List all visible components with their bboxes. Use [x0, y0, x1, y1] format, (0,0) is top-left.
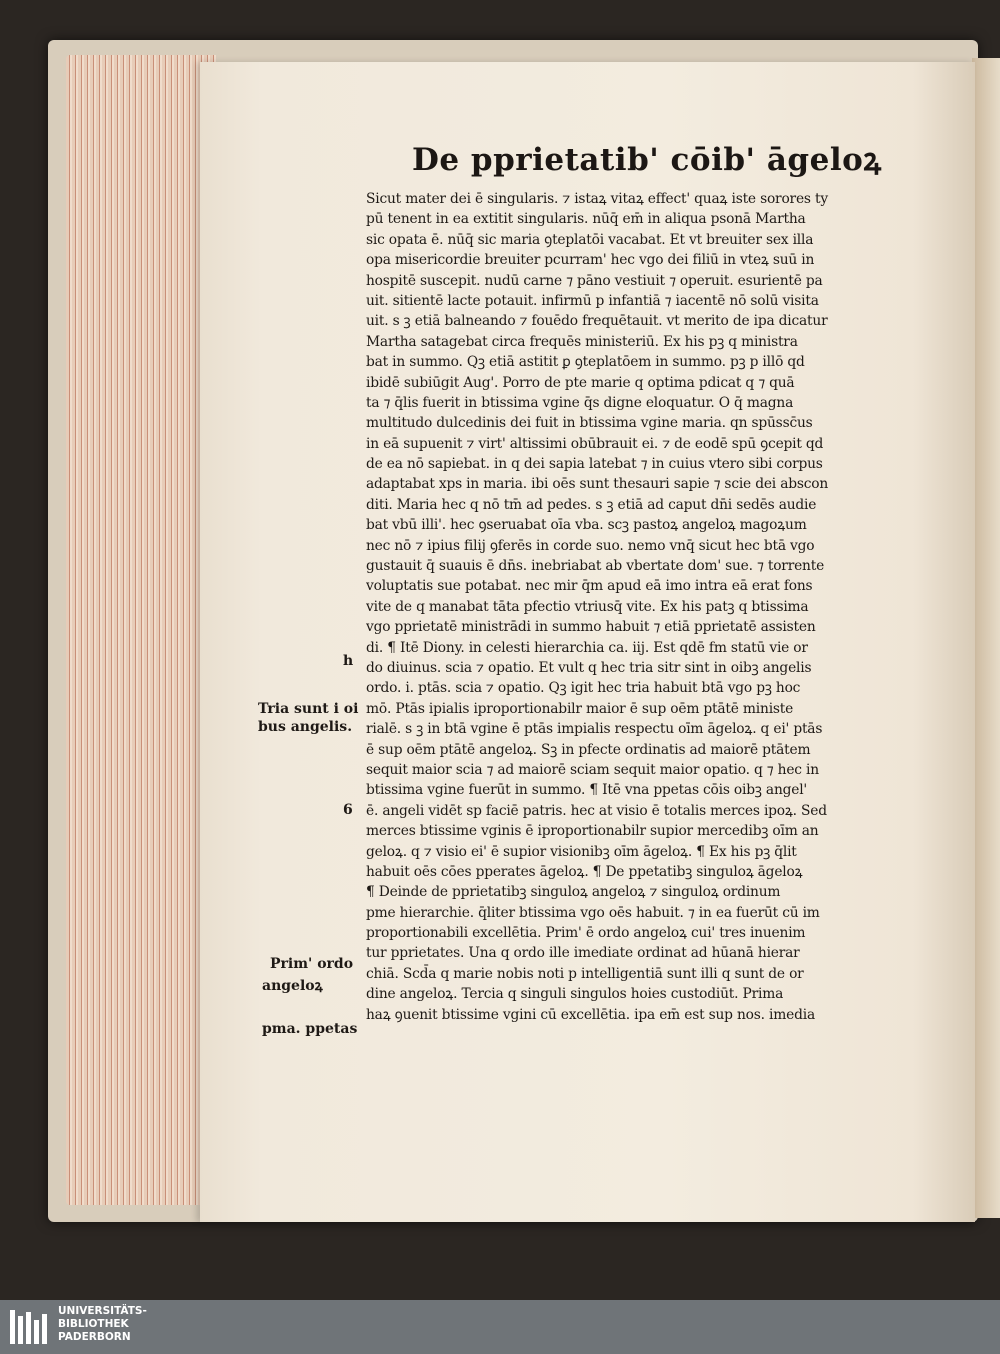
text-line: vgo pprietatē ministrādi in summo habuit ⁊ etiā pprietatē assisten: [366, 619, 816, 636]
text-line: rialē. s ꝫ in btā vgine ē ptās impialis respectu oīm āgeloꝝ. q ei' ptās: [366, 721, 823, 738]
text-line: diti. Maria hec q nō tm̄ ad pedes. s ꝫ etiā ad caput dn̄i sedēs audie: [366, 496, 817, 513]
library-logo-icon: [10, 1308, 50, 1346]
text-line: btissima vgine fuerūt in summo. ¶ Itē vna ppetas cōis oibꝫ angel': [366, 782, 808, 799]
text-line: uit. s ꝫ etiā balneando ⁊ fouēdo frequētauit. vt merito de ipa dicatur: [366, 313, 828, 330]
text-line: dine angeloꝝ. Tercia q singuli singulos hoies custodiūt. Prima: [366, 986, 784, 1003]
text-line: pme hierarchie. q̄liter btissima vgo oēs habuit. ⁊ in ea fuerūt cū im: [366, 904, 820, 921]
margin-note: Tria sunt i oi: [258, 701, 359, 717]
margin-note: pma. ppetas: [262, 1021, 358, 1037]
library-logo-text: [58, 1305, 147, 1344]
text-line: di. ¶ Itē Diony. in celesti hierarchia ca. iij. Est qdē fm statū vie or: [366, 639, 808, 656]
text-line: ē sup oēm ptātē angeloꝝ. Sꝫ in pfecte ordinatis ad maiorē ptātem: [366, 741, 811, 758]
text-line: nec nō ⁊ ipius filij ꝯferēs in corde suo. nemo vnq̄ sicut hec btā vgo: [366, 537, 815, 554]
text-line: bat vbū illi'. hec ꝯseruabat oīa vba. scꝫ pastoꝝ angeloꝝ magoꝝum: [366, 517, 807, 534]
text-line: merces btissime vginis ē iproportionabilr supior mercedibꝫ oīm an: [366, 823, 819, 840]
text-line: habuit oēs cōes pperates āgeloꝝ. ¶ De ppetatibꝫ singuloꝝ āgeloꝝ: [366, 863, 803, 880]
text-line: ibidē subiūgit Aug'. Porro de pte marie q optima pdicat q ⁊ quā: [366, 374, 795, 391]
margin-note: angeloꝝ: [262, 978, 323, 994]
logo-line-1: UNIVERSITÄTS-: [58, 1305, 147, 1317]
text-line: Sicut mater dei ē singularis. ⁊ istaꝝ vitaꝝ effect' quaꝝ iste sorores ty: [366, 191, 828, 207]
text-line: Martha satagebat circa frequēs ministeriū. Ex his pꝫ q ministra: [366, 333, 798, 350]
text-line: multitudo dulcedinis dei fuit in btissima vgine maria. qn spūssc̄us: [366, 415, 813, 432]
text-line: sic opata ē. nūq̄ sic maria ꝯteplatōi vacabat. Et vt breuiter sex illa: [366, 231, 814, 248]
text-line: do diuinus. scia ⁊ opatio. Et vult q hec tria sitr sint in oibꝫ angelis: [366, 659, 812, 676]
text-line: de ea nō sapiebat. in q dei sapia latebat ⁊ in cuius vtero sibi corpus: [366, 456, 823, 473]
text-line: geloꝝ. q ⁊ visio ei' ē supior visionibꝫ oīm āgeloꝝ. ¶ Ex his pꝫ q̄lit: [366, 843, 797, 860]
text-line: voluptatis sue potabat. nec mir q̄m apud eā imo intra eā erat fons: [366, 578, 813, 595]
text-line: hospitē suscepit. nudū carne ⁊ pāno vestiuit ⁊ operuit. esurientē pa: [366, 272, 823, 289]
page-edges: [66, 55, 216, 1205]
logo-line-2: BIBLIOTHEK: [58, 1318, 129, 1330]
margin-note: 6: [343, 802, 353, 818]
text-line: in eā supuenit ⁊ virt' altissimi obūbrauit ei. ⁊ de eodē spū ꝯcepit qd: [366, 435, 824, 452]
text-line: uit. sitientē lacte potauit. infirmū p infantiā ⁊ iacentē nō solū visita: [366, 292, 819, 309]
text-line: chiā. Scd̄a q marie nobis noti p intelligentiā sunt illi q sunt de or: [366, 965, 804, 982]
body-text: [366, 189, 906, 1025]
page-heading: De pprietatib' cōib' āgeloꝝ: [412, 142, 882, 178]
text-line: proportionabili excellētia. Prim' ē ordo angeloꝝ cui' tres inuenim: [366, 925, 806, 942]
text-line: gustauit q̄ suauis ē dn̄s. inebriabat ab vbertate dom' sue. ⁊ torrente: [366, 558, 825, 575]
text-line: adaptabat xps in maria. ibi oēs sunt thesauri sapie ⁊ scie dei abscon: [366, 476, 829, 493]
library-footer: [0, 1300, 1000, 1354]
text-line: vite de q manabat tāta pfectio vtriusq̄ vite. Ex his patꝫ q btissima: [366, 598, 809, 615]
text-line: sequit maior scia ⁊ ad maiorē sciam sequit maior opatio. q ⁊ hec in: [366, 761, 819, 778]
text-line: pū tenent in ea extitit singularis. nūq̄ em̄ in aliqua psonā Martha: [366, 211, 806, 228]
margin-note: Prim' ordo: [270, 956, 354, 972]
text-line: bat in summo. Qꝫ etiā astitit ꝑ ꝯteplatōem in summo. pꝫ p illō qd: [366, 354, 805, 371]
margin-note: h: [343, 653, 354, 669]
text-line: ¶ Deinde de pprietatibꝫ singuloꝝ angeloꝝ ⁊ singuloꝝ ordinum: [366, 884, 781, 901]
facing-page-edge: [972, 58, 1000, 1218]
text-line: opa misericordie breuiter pcurram' hec vgo dei filiū in vteꝝ suū in: [366, 252, 815, 269]
text-line: ē. angeli vidēt sp faciē patris. hec at visio ē totalis merces ipoꝝ. Sed: [366, 802, 827, 819]
text-line: ta ⁊ q̄lis fuerit in btissima vgine q̄s digne eloquatur. O q̄ magna: [366, 394, 794, 411]
text-line: mō. Ptās ipialis iproportionabilr maior ē sup oēm ptātē ministe: [366, 700, 794, 717]
margin-note: bus angelis.: [258, 719, 353, 735]
text-line: ordo. i. ptās. scia ⁊ opatio. Qꝫ igit hec tria habuit btā vgo pꝫ hoc: [366, 680, 801, 697]
text-line: haꝝ ꝯuenit btissime vgini cū excellētia. ipa em̄ est sup nos. imedia: [366, 1006, 815, 1023]
logo-line-3: PADERBORN: [58, 1331, 131, 1343]
text-line: tur pprietates. Una q ordo ille imediate ordinat ad hūanā hierar: [366, 945, 800, 962]
